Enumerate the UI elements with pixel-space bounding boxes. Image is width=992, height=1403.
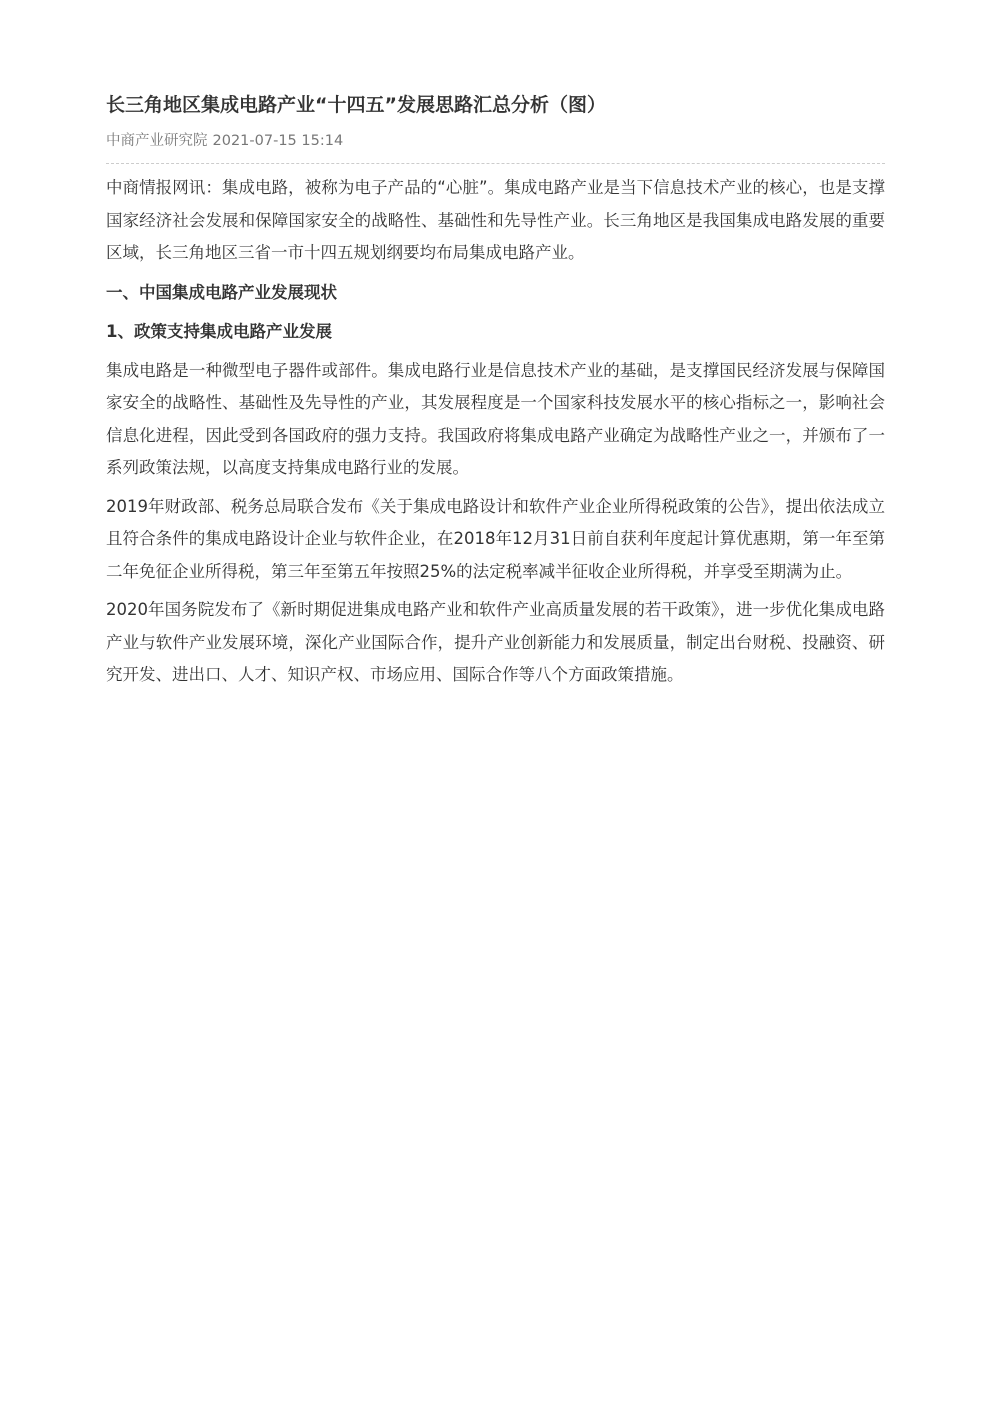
- article-meta: [106, 129, 885, 153]
- body-paragraph-3: 2020年国务院发布了《新时期促进集成电路产业和软件产业高质量发展的若干政策》，进一步优化集成电路产业与软件产业发展环境，深化产业国际合作，提升产业创新能力和发展质量，制定出台财税、投融资、研究开发、进出口、人才、知识产权、市场应用、国际合作等八个方面政策措施。: [106, 600, 885, 684]
- section-heading: 一、中国集成电路产业发展现状: [106, 282, 337, 302]
- title-divider: [106, 163, 885, 164]
- subsection-heading: 1、政策支持集成电路产业发展: [106, 321, 332, 341]
- article: [106, 88, 885, 692]
- article-title: 长三角地区集成电路产业“十四五”发展思路汇总分析（图）: [106, 94, 606, 116]
- article-datetime: 2021-07-15 15:14: [212, 133, 344, 149]
- article-source: 中商产业研究院: [106, 133, 208, 149]
- body-paragraph-2: 2019年财政部、税务总局联合发布《关于集成电路设计和软件产业企业所得税政策的公告》，提出依法成立且符合条件的集成电路设计企业与软件企业，在2018年12月31日前自获利年度起计算优惠期，第一年至第二年免征企业所得税，第三年至第五年按照25%的法定税率减半征收企业所得税，并享受至期满为止。: [106, 496, 885, 581]
- intro-paragraph: 中商情报网讯：集成电路，被称为电子产品的“心脏”。集成电路产业是当下信息技术产业的核心，也是支撑国家经济社会发展和保障国家安全的战略性、基础性和先导性产业。长三角地区是我国集成电路发展的重要区域，长三角地区三省一市十四五规划纲要均布局集成电路产业。: [106, 178, 885, 262]
- body-paragraph-1: 集成电路是一种微型电子器件或部件。集成电路行业是信息技术产业的基础，是支撑国民经济发展与保障国家安全的战略性、基础性及先导性的产业，其发展程度是一个国家科技发展水平的核心指标之一，影响社会信息化进程，因此受到各国政府的强力支持。我国政府将集成电路产业确定为战略性产业之一，并颁布了一系列政策法规，以高度支持集成电路行业的发展。: [106, 360, 885, 477]
